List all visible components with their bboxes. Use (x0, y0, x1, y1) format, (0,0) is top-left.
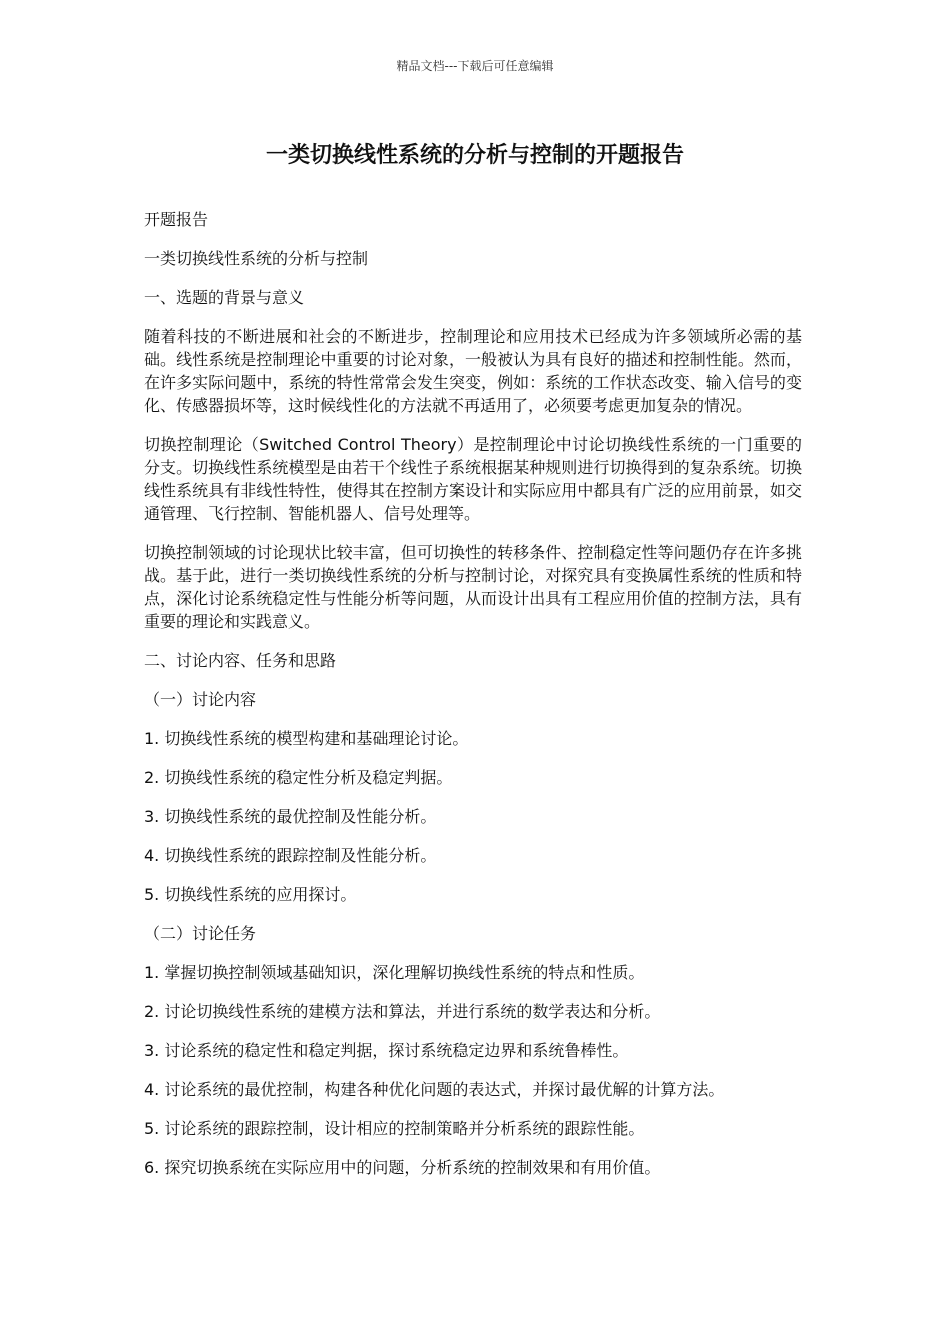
section-heading-research: 二、讨论内容、任务和思路 (144, 651, 337, 670)
list-item: 5. 讨论系统的跟踪控制，设计相应的控制策略并分析系统的跟踪性能。 (144, 1119, 645, 1138)
list-item: 2. 切换线性系统的稳定性分析及稳定判据。 (144, 768, 453, 787)
paragraph: 切换控制领域的讨论现状比较丰富，但可切换性的转移条件、控制稳定性等问题仍存在许多挑战。基于此，进行一类切换线性系统的分析与控制讨论，对探究具有变换属性系统的性质和特点，深化讨论系统稳定性与性能分析等问题，从而设计出具有工程应用价值的控制方法，具有重要的理论和实践意义。 (144, 543, 802, 631)
list-item: 5. 切换线性系统的应用探讨。 (144, 885, 357, 904)
report-label: 开题报告 (144, 210, 209, 229)
list-item: 3. 讨论系统的稳定性和稳定判据，探讨系统稳定边界和系统鲁棒性。 (144, 1041, 629, 1060)
subsection-heading-content: （一）讨论内容 (144, 690, 257, 709)
document-body (144, 208, 802, 1195)
header-note: 精品文档---下载后可任意编辑 (396, 59, 554, 73)
list-item: 4. 切换线性系统的跟踪控制及性能分析。 (144, 846, 437, 865)
list-item: 1. 切换线性系统的模型构建和基础理论讨论。 (144, 729, 469, 748)
list-item: 1. 掌握切换控制领域基础知识，深化理解切换线性系统的特点和性质。 (144, 963, 645, 982)
paragraph: 随着科技的不断进展和社会的不断进步，控制理论和应用技术已经成为许多领域所必需的基础。线性系统是控制理论中重要的讨论对象，一般被认为具有良好的描述和控制性能。然而，在许多实际问题中，系统的特性常常会发生突变，例如：系统的工作状态改变、输入信号的变化、传感器损坏等，这时候线性化的方法就不再适用了，必须要考虑更加复杂的情况。 (144, 327, 802, 415)
document-title: 一类切换线性系统的分析与控制的开题报告 (265, 143, 684, 168)
list-item: 6. 探究切换系统在实际应用中的问题，分析系统的控制效果和有用价值。 (144, 1158, 661, 1177)
report-subject: 一类切换线性系统的分析与控制 (144, 249, 369, 268)
list-item: 3. 切换线性系统的最优控制及性能分析。 (144, 807, 437, 826)
paragraph: 切换控制理论（Switched Control Theory）是控制理论中讨论切换线性系统的一门重要的分支。切换线性系统模型是由若干个线性子系统根据某种规则进行切换得到的复杂系统。切换线性系统具有非线性特性，使得其在控制方案设计和实际应用中都具有广泛的应用前景，如交通管理、飞行控制、智能机器人、信号处理等。 (144, 435, 802, 523)
section-heading-background: 一、选题的背景与意义 (144, 288, 305, 307)
list-item: 4. 讨论系统的最优控制，构建各种优化问题的表达式，并探讨最优解的计算方法。 (144, 1080, 725, 1099)
list-item: 2. 讨论切换线性系统的建模方法和算法，并进行系统的数学表达和分析。 (144, 1002, 661, 1021)
subsection-heading-tasks: （二）讨论任务 (144, 924, 257, 943)
